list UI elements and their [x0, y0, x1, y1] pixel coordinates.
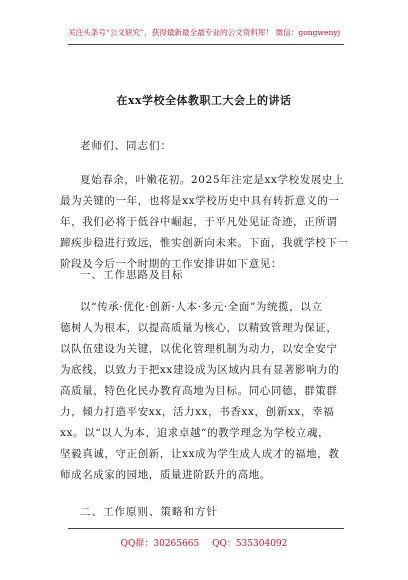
document-title: 在xx学校全体教职工大会上的讲话 [116, 94, 292, 107]
text-line: 以队伍建设为关键，以优化管理机制为动力，以安全安宁 [60, 343, 338, 355]
text-line: 为底线，以致力于把xx建设成为区域内具有显著影响力的 [60, 364, 340, 376]
header-divider [68, 44, 344, 45]
text-line: 阶段及今后一个时期的工作安排讲如下意见： [60, 258, 282, 270]
text-line: 最为关键的一年，也将是xx学校历史中具有转折意义的一 [60, 195, 340, 207]
qq-number: QQ：535304092 [212, 539, 288, 549]
paragraph-intro [60, 170, 350, 275]
footer-contact [0, 536, 408, 549]
text-line: 高质量，特色化民办教育高地为目标。同心同德，群策群 [60, 385, 338, 397]
qq-group-number: QQ群：30265665 [120, 539, 200, 549]
paragraph-goals [60, 297, 350, 486]
section-heading-1: 一、工作思路及目标 [80, 269, 184, 281]
salutation: 老师们、同志们： [80, 140, 172, 152]
header-notice: 关注头条号“公文研究”，获得最新最全最专业的公文资料库！ 微信：gongwenyj [67, 28, 341, 37]
text-line: 蹄疾步稳进行致远，惟实创新向未来。下面，我就学校下一 [60, 237, 349, 249]
text-line: 力，倾力打造平安xx，活力xx，书香xx，创新xx，幸福 [60, 406, 335, 418]
text-line: xx。以“以人为本，追求卓越”的教学理念为学校立魂， [60, 427, 330, 439]
text-line: 德树人为根本，以提高质量为核心，以精致管理为保证， [60, 322, 338, 334]
text-line: 坚毅真诚，守正创新，让xx成为学生成人成才的福地，教 [60, 448, 340, 460]
text-line: 年，我们必将于低谷中崛起，于平凡处见证奇迹，正所谓 [60, 216, 338, 228]
section-heading-2: 二、工作原则、策略和方针 [80, 506, 218, 518]
text-line: 夏始春余，叶嫩花初。2025年注定是xx学校发展史上 [80, 174, 345, 186]
text-line: 师成名成家的园地，质量进阶跃升的高地。 [60, 469, 271, 481]
footer-divider [68, 528, 344, 529]
text-line: 以“传承·优化·创新·人本·多元·全面”为统揽，以立 [80, 301, 323, 313]
